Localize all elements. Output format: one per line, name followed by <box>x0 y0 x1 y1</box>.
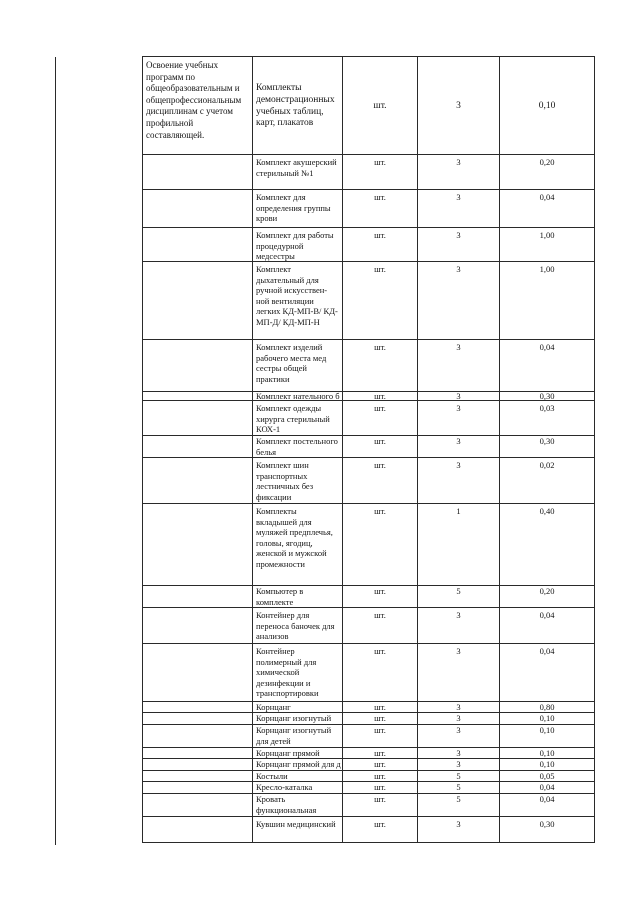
unit-cell <box>343 392 418 400</box>
item-name-text: Контейнер для переноса баночек для анализов <box>256 610 335 641</box>
quantity-text: 1 <box>456 506 461 516</box>
value-text: 0,03 <box>539 403 555 413</box>
item-name-cell <box>253 436 343 457</box>
unit-text: шт. <box>374 702 386 712</box>
quantity-text: 3 <box>456 759 461 769</box>
quantity-cell <box>418 401 500 435</box>
unit-text: шт. <box>374 192 386 202</box>
item-name-cell <box>253 340 343 391</box>
unit-text: шт. <box>374 436 386 446</box>
quantity-text: 3 <box>456 157 461 167</box>
unit-text: шт. <box>374 403 386 413</box>
value-text: 0,02 <box>539 460 555 470</box>
unit-text: шт. <box>374 586 386 596</box>
value-text: 0,04 <box>539 794 555 804</box>
value-text: 0,04 <box>539 342 555 352</box>
quantity-cell <box>418 262 500 339</box>
quantity-text: 5 <box>456 586 461 596</box>
value-cell <box>500 782 595 793</box>
quantity-cell <box>418 771 500 781</box>
quantity-text: 3 <box>456 748 461 758</box>
unit-cell <box>343 608 418 643</box>
quantity-cell <box>418 608 500 643</box>
unit-text: шт. <box>374 157 386 167</box>
item-name-text: Комплект постельного белья <box>256 436 338 457</box>
table-row <box>143 759 595 771</box>
item-name-cell <box>253 794 343 816</box>
item-name-cell <box>253 228 343 261</box>
table-row <box>143 392 595 401</box>
unit-text: шт. <box>374 610 386 620</box>
table-row <box>143 702 595 713</box>
item-name-text: Комплект дыхательный для ручной искусствен- ной вентиляции легких КД-МП-В/ КД- МП-Д/ КД-МП-Н <box>256 264 338 327</box>
section-cell <box>143 190 253 227</box>
quantity-text: 5 <box>456 794 461 804</box>
item-name-cell <box>253 817 343 842</box>
unit-cell <box>343 57 418 154</box>
unit-text: шт. <box>374 342 386 352</box>
unit-text: шт. <box>374 725 386 735</box>
item-name-text: Корнцанг изогнутый <box>256 713 332 723</box>
quantity-cell <box>418 190 500 227</box>
table-row <box>143 401 595 436</box>
quantity-cell <box>418 458 500 503</box>
quantity-text: 3 <box>456 610 461 620</box>
quantity-text: 5 <box>456 771 461 781</box>
section-cell <box>143 228 253 261</box>
value-cell <box>500 586 595 607</box>
value-text: 1,00 <box>539 264 555 274</box>
item-name-text: Комплект для определения группы крови <box>256 192 331 223</box>
table-row <box>143 155 595 190</box>
table-row <box>143 586 595 608</box>
table-row <box>143 817 595 843</box>
table-row <box>143 608 595 644</box>
item-name-cell <box>253 190 343 227</box>
unit-cell <box>343 401 418 435</box>
unit-text: шт. <box>374 819 386 829</box>
quantity-text: 3 <box>456 230 461 240</box>
item-name-text: Костыли <box>256 771 288 781</box>
value-cell <box>500 702 595 712</box>
section-text: Освоение учебных программ по общеобразовательным и общепрофессиональным дисциплинам с учетом профильной составляющей. <box>146 60 242 140</box>
unit-text: шт. <box>373 100 387 111</box>
item-name-text: Комплекты вкладышей для муляжей предплечья, головы, ягодиц, женской и мужской промежности <box>256 506 333 569</box>
item-name-text: Корнцанг прямой <box>256 748 320 758</box>
value-text: 0,10 <box>539 748 555 758</box>
value-text: 0,10 <box>539 725 555 735</box>
quantity-cell <box>418 57 500 154</box>
item-name-text: Кровать функциональная <box>256 794 317 815</box>
unit-text: шт. <box>374 230 386 240</box>
item-name-cell <box>253 57 343 154</box>
table-row <box>143 436 595 458</box>
quantity-text: 3 <box>456 819 461 829</box>
section-cell <box>143 794 253 816</box>
quantity-text: 3 <box>456 702 461 712</box>
quantity-text: 5 <box>456 782 461 792</box>
unit-text: шт. <box>374 771 386 781</box>
unit-cell <box>343 262 418 339</box>
item-name-cell <box>253 608 343 643</box>
value-text: 0,04 <box>539 646 555 656</box>
unit-text: шт. <box>374 759 386 769</box>
value-cell <box>500 436 595 457</box>
item-name-cell <box>253 771 343 781</box>
section-cell <box>143 401 253 435</box>
value-cell <box>500 759 595 770</box>
section-cell <box>143 782 253 793</box>
item-name-cell <box>253 401 343 435</box>
section-cell <box>143 748 253 758</box>
section-cell <box>143 155 253 189</box>
quantity-cell <box>418 504 500 585</box>
unit-cell <box>343 436 418 457</box>
unit-cell <box>343 748 418 758</box>
value-text: 0,30 <box>539 819 555 829</box>
unit-text: шт. <box>374 264 386 274</box>
item-name-text: Комплект для работы процедурной медсестры <box>256 230 334 261</box>
item-name-cell <box>253 586 343 607</box>
unit-cell <box>343 228 418 261</box>
section-cell <box>143 57 253 154</box>
section-cell <box>143 586 253 607</box>
value-cell <box>500 155 595 189</box>
section-cell <box>143 713 253 724</box>
value-cell <box>500 458 595 503</box>
unit-cell <box>343 644 418 701</box>
table-row <box>143 190 595 228</box>
unit-cell <box>343 504 418 585</box>
value-cell <box>500 392 595 400</box>
value-text: 0,10 <box>539 713 555 723</box>
quantity-cell <box>418 725 500 747</box>
quantity-cell <box>418 702 500 712</box>
value-cell <box>500 644 595 701</box>
value-cell <box>500 401 595 435</box>
quantity-cell <box>418 794 500 816</box>
item-name-cell <box>253 458 343 503</box>
value-cell <box>500 57 595 154</box>
table-row <box>143 725 595 748</box>
table-row <box>143 771 595 782</box>
item-name-text: Кресло-каталка <box>256 782 313 792</box>
section-cell <box>143 817 253 842</box>
item-name-text: Комплект акушерский стерильный №1 <box>256 157 337 178</box>
item-name-text: Комплекты демонстрационных учебных таблиц, карт, плакатов <box>256 83 335 129</box>
item-name-text: Корнцанг прямой для д <box>256 759 341 769</box>
item-name-cell <box>253 782 343 793</box>
section-cell <box>143 771 253 781</box>
section-cell <box>143 436 253 457</box>
quantity-cell <box>418 228 500 261</box>
item-name-text: Комплект изделий рабочего места мед сестры общей практики <box>256 342 327 384</box>
unit-text: шт. <box>374 713 386 723</box>
value-cell <box>500 340 595 391</box>
quantity-text: 3 <box>456 100 461 111</box>
section-cell <box>143 458 253 503</box>
quantity-text: 3 <box>456 725 461 735</box>
quantity-cell <box>418 155 500 189</box>
item-name-text: Корнцанг изогнутый для детей <box>256 725 332 746</box>
item-name-text: Комплект одежды хирурга стерильный КОХ-1 <box>256 403 330 434</box>
unit-cell <box>343 586 418 607</box>
quantity-text: 3 <box>456 713 461 723</box>
table-row <box>143 458 595 504</box>
quantity-cell <box>418 817 500 842</box>
quantity-text: 3 <box>456 192 461 202</box>
unit-text: шт. <box>374 794 386 804</box>
value-text: 0,04 <box>539 782 555 792</box>
unit-text: шт. <box>374 392 386 400</box>
value-text: 0,05 <box>539 771 555 781</box>
unit-cell <box>343 155 418 189</box>
item-name-cell <box>253 702 343 712</box>
unit-text: шт. <box>374 506 386 516</box>
unit-cell <box>343 817 418 842</box>
unit-text: шт. <box>374 782 386 792</box>
unit-cell <box>343 713 418 724</box>
item-name-cell <box>253 748 343 758</box>
quantity-cell <box>418 782 500 793</box>
value-text: 0,10 <box>538 100 556 111</box>
table-row <box>143 340 595 392</box>
item-name-cell <box>253 262 343 339</box>
quantity-text: 3 <box>456 403 461 413</box>
table-row <box>143 228 595 262</box>
item-name-text: Комплект нательного б <box>256 392 340 400</box>
value-cell <box>500 608 595 643</box>
value-cell <box>500 504 595 585</box>
item-name-text: Кувшин медицинский <box>256 819 336 829</box>
value-text: 0,20 <box>539 157 555 167</box>
section-cell <box>143 702 253 712</box>
value-cell <box>500 190 595 227</box>
item-name-text: Контейнер полимерный для химической дезинфекции и транспортировки <box>256 646 319 698</box>
unit-text: шт. <box>374 460 386 470</box>
unit-cell <box>343 759 418 770</box>
value-cell <box>500 228 595 261</box>
value-text: 0,30 <box>539 436 555 446</box>
quantity-cell <box>418 340 500 391</box>
equipment-table <box>142 56 595 843</box>
table-row <box>143 748 595 759</box>
item-name-text: Компьютер в комплекте <box>256 586 304 607</box>
unit-cell <box>343 458 418 503</box>
value-text: 0,40 <box>539 506 555 516</box>
unit-cell <box>343 782 418 793</box>
quantity-cell <box>418 748 500 758</box>
value-cell <box>500 748 595 758</box>
value-cell <box>500 771 595 781</box>
quantity-cell <box>418 436 500 457</box>
item-name-cell <box>253 725 343 747</box>
value-text: 1,00 <box>539 230 555 240</box>
table-row <box>143 644 595 702</box>
value-cell <box>500 817 595 842</box>
quantity-text: 3 <box>456 436 461 446</box>
section-cell <box>143 608 253 643</box>
value-text: 0,30 <box>539 392 555 400</box>
table-row <box>143 794 595 817</box>
item-name-text: Комплект шин транспортных лестничных без фиксации <box>256 460 314 502</box>
table-row <box>143 57 595 155</box>
quantity-cell <box>418 759 500 770</box>
unit-text: шт. <box>374 748 386 758</box>
item-name-cell <box>253 713 343 724</box>
section-cell <box>143 392 253 400</box>
unit-cell <box>343 771 418 781</box>
unit-cell <box>343 190 418 227</box>
quantity-text: 3 <box>456 460 461 470</box>
quantity-cell <box>418 586 500 607</box>
unit-text: шт. <box>374 646 386 656</box>
quantity-text: 3 <box>456 646 461 656</box>
unit-cell <box>343 702 418 712</box>
unit-cell <box>343 340 418 391</box>
quantity-cell <box>418 713 500 724</box>
value-text: 0,20 <box>539 586 555 596</box>
unit-cell <box>343 794 418 816</box>
table-row <box>143 262 595 340</box>
value-cell <box>500 725 595 747</box>
quantity-text: 3 <box>456 342 461 352</box>
unit-cell <box>343 725 418 747</box>
item-name-cell <box>253 644 343 701</box>
section-cell <box>143 262 253 339</box>
quantity-cell <box>418 644 500 701</box>
table-row <box>143 504 595 586</box>
value-cell <box>500 262 595 339</box>
quantity-cell <box>418 392 500 400</box>
value-text: 0,04 <box>539 610 555 620</box>
section-cell <box>143 759 253 770</box>
table-row <box>143 713 595 725</box>
value-cell <box>500 794 595 816</box>
item-name-cell <box>253 392 343 400</box>
table-row <box>143 782 595 794</box>
section-cell <box>143 644 253 701</box>
section-cell <box>143 504 253 585</box>
value-text: 0,04 <box>539 192 555 202</box>
quantity-text: 3 <box>456 392 461 400</box>
quantity-text: 3 <box>456 264 461 274</box>
section-cell <box>143 725 253 747</box>
value-text: 0,80 <box>539 702 555 712</box>
item-name-cell <box>253 155 343 189</box>
item-name-cell <box>253 759 343 770</box>
value-cell <box>500 713 595 724</box>
value-text: 0,10 <box>539 759 555 769</box>
section-cell <box>143 340 253 391</box>
item-name-cell <box>253 504 343 585</box>
margin-line <box>55 57 56 845</box>
item-name-text: Корнцанг <box>256 702 291 712</box>
